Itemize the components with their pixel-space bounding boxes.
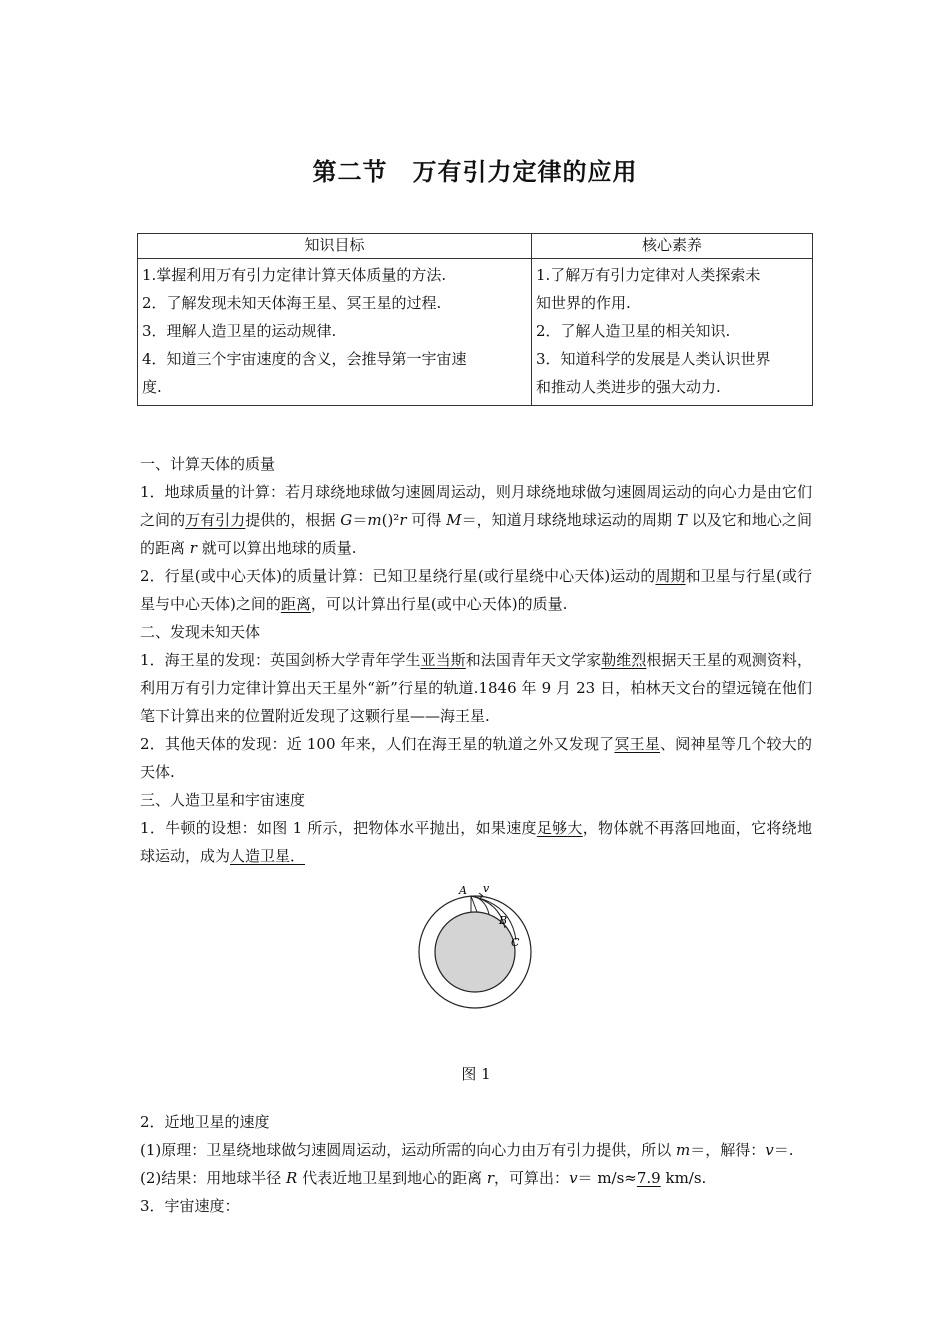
list-item: 2．了解发现未知天体海王星、冥王星的过程. [142, 294, 442, 312]
label-a: A [459, 884, 467, 897]
body-text [140, 450, 812, 1220]
core-literacy-cell [532, 259, 813, 406]
objectives-table [137, 233, 813, 406]
paragraph-principle: (1)原理：卫星绕地球做匀速圆周运动，运动所需的向心力由万有引力提供，所以 m＝，解得：v＝. [140, 1141, 794, 1159]
section-heading-satellites: 三、人造卫星和宇宙速度 [140, 791, 306, 809]
table-header-row [138, 234, 813, 259]
list-item: 2．了解人造卫星的相关知识. [536, 322, 731, 340]
paragraph-neptune: 1．海王星的发现：英国剑桥大学青年学生亚当斯和法国青年天文学家勒维烈根据天王星的观测资料，利用万有引力定律计算出天王星外“新”行星的轨道.1846 年 9 月 23 日，柏林天文台的望远镜在他们笔下计算出来的位置附近发现了这颗行星——海王星. [140, 651, 812, 725]
paragraph-planet-mass: 2．行星(或中心天体)的质量计算：已知卫星绕行星(或行星绕中心天体)运动的周期和卫星与行星(或行星与中心天体)之间的距离，可以计算出行星(或中心天体)的质量. [140, 567, 812, 613]
paragraph-result: (2)结果：用地球半径 R 代表近地卫星到地心的距离 r，可算出：v＝ m/s≈7.9 km/s. [140, 1169, 707, 1187]
figure-caption: 图 1 [461, 1065, 491, 1083]
blank-answer: 人造卫星． [230, 847, 306, 865]
paragraph-other-bodies: 2．其他天体的发现：近 100 年来，人们在海王星的轨道之外又发现了冥王星、阋神星等几个较大的天体. [140, 735, 812, 781]
table-row [138, 259, 813, 406]
blank-answer: 7.9 [636, 1169, 661, 1187]
paragraph-newton: 1．牛顿的设想：如图 1 所示，把物体水平抛出，如果速度足够大，物体就不再落回地面，它将绕地球运动，成为人造卫星． [140, 819, 812, 865]
list-item: 度. [142, 378, 162, 396]
list-item: 3．知道科学的发展是人类认识世界 [536, 350, 771, 368]
list-item: 4．知道三个宇宙速度的含义，会推导第一宇宙速 [142, 350, 467, 368]
blank-answer: 勒维烈 [601, 651, 647, 669]
paragraph-earth-mass: 1．地球质量的计算：若月球绕地球做匀速圆周运动，则月球绕地球做匀速圆周运动的向心力是由它们之间的万有引力提供的，根据 G＝m()²r 可得 M＝，知道月球绕地球运动的周期 T 以及它和地心之间的距离 r 就可以算出地球的质量. [140, 483, 812, 557]
blank-answer: 距离 [280, 595, 311, 613]
list-item: 知世界的作用. [536, 294, 631, 312]
blank-answer: 亚当斯 [420, 651, 466, 669]
blank-answer: 周期 [655, 567, 686, 585]
label-v: v [483, 882, 490, 895]
page-title: 第二节 万有引力定律的应用 [312, 158, 638, 186]
figure-1 [140, 880, 812, 1060]
label-b: B [499, 914, 508, 927]
section-heading-discovery: 二、发现未知天体 [140, 623, 261, 641]
section-heading-mass: 一、计算天体的质量 [140, 455, 276, 473]
header-knowledge-goals: 知识目标 [138, 234, 532, 259]
earth-orbit-diagram [415, 880, 535, 1030]
tower-line [471, 896, 477, 912]
subheading-near-earth-speed: 2．近地卫星的速度 [140, 1113, 270, 1131]
subheading-cosmic-velocity: 3．宇宙速度： [140, 1197, 240, 1215]
blank-answer: 冥王星 [614, 735, 661, 753]
knowledge-goals-cell [138, 259, 532, 406]
list-item: 3．理解人造卫星的运动规律. [142, 322, 337, 340]
blank-answer: 万有引力 [185, 511, 246, 529]
blank-answer: 足够大 [536, 819, 583, 837]
list-item: 1.掌握利用万有引力定律计算天体质量的方法. [142, 266, 447, 284]
list-item: 1.了解万有引力定律对人类探索未 [536, 266, 761, 284]
label-c: C [511, 936, 520, 949]
header-core-literacy: 核心素养 [532, 234, 813, 259]
list-item: 和推动人类进步的强大动力. [536, 378, 721, 396]
